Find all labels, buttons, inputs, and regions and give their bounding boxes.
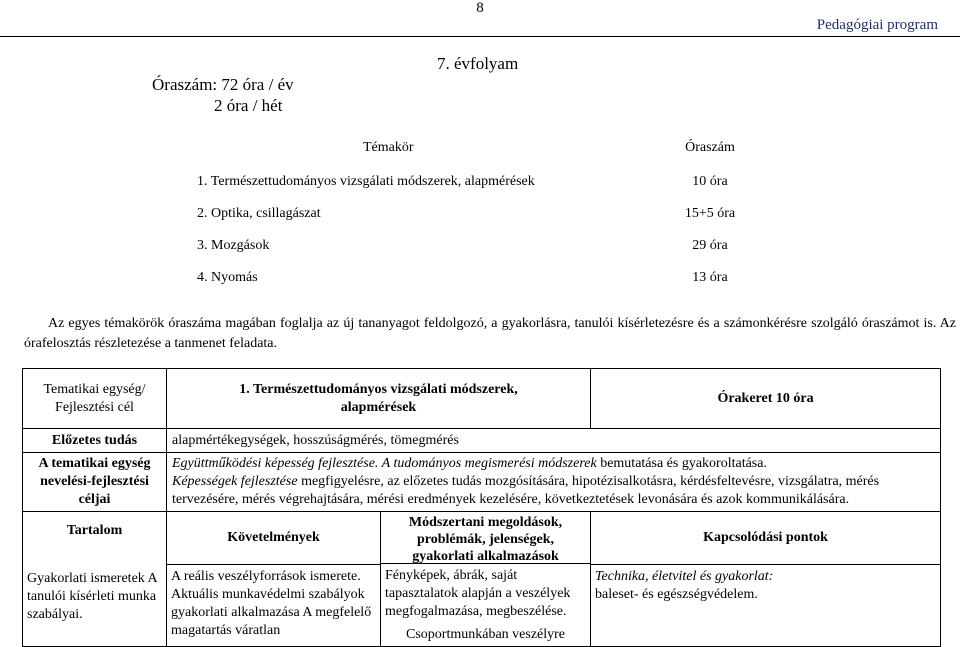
header-rule — [0, 36, 960, 37]
unit-table — [22, 368, 941, 647]
page-number: 8 — [476, 0, 484, 16]
topic-hours: 10 óra — [692, 174, 728, 189]
topic-name: 2. Optika, csillagászat — [197, 206, 321, 221]
links-italic: Technika, életvitel és gyakorlat: — [595, 569, 774, 584]
hours-column-header: Óraszám — [685, 140, 735, 155]
methods-header: Módszertani megoldások, problémák, jelenségek, gyakorlati alkalmazások — [381, 512, 590, 564]
methods-text2: Csoportmunkában veszélyre — [406, 627, 566, 642]
unit-title-line2: alapmérések — [340, 399, 417, 415]
goal1-italic: Együttműködési képesség fejlesztése. A tudományos megismerési módszerek — [172, 456, 597, 471]
goal2-rest: megfigyelésre, az előzetes tudás mozgósítására, hipotézisalkotásra, kérdésfeltevésre, vizsgálatra, mérés tervezésére, mérés végrehajtására, mérési eredmények kezelésére, következtetések levonására és azok kommunikálására. — [172, 474, 880, 507]
methods-cell — [381, 512, 591, 647]
prior-knowledge: alapmértékegységek, hosszúságmérés, tömegmérés — [167, 429, 941, 453]
links-rest: baleset- és egészségvédelem. — [595, 587, 758, 602]
topic-name: 1. Természettudományos vizsgálati módszerek, alapmérések — [197, 174, 535, 189]
methods-text1: Fényképek, ábrák, saját tapasztalatok alapján a veszélyek megfogalmazása, megbeszélése. — [385, 568, 571, 619]
goal1-rest: bemutatása és gyakoroltatása. — [596, 456, 767, 471]
hours-block — [152, 74, 294, 116]
requirements-text: A reális veszélyforrások ismerete. Aktuális munkavédelmi szabályok gyakorlati alkalmazása A megfelelő magatartás váratlan — [171, 569, 372, 638]
intro-paragraph: Az egyes témakörök óraszáma magában foglalja az új tananyagot feldolgozó, a gyakorlásra, tanulói kísérletezésre és a számonkérésre szolgáló óraszámot is. Az órafelosztás részletezése a tanmenet feladata. — [24, 316, 956, 351]
topic-hours: 13 óra — [692, 270, 728, 285]
unit-title — [167, 369, 591, 429]
links-cell — [591, 512, 941, 647]
goal2-italic: Képességek fejlesztése — [172, 474, 298, 489]
topic-column-header: Témakör — [363, 140, 414, 155]
topic-name: 4. Nyomás — [197, 270, 258, 285]
topic-name: 3. Mozgások — [197, 238, 270, 253]
hours-per-week: 2 óra / hét — [214, 96, 283, 115]
goals-label: A tematikai egység nevelési-fejlesztési céljai — [23, 453, 167, 512]
frame-hours: Órakeret 10 óra — [591, 369, 941, 429]
content-text: Gyakorlati ismeretek A tanulói kísérleti munka szabályai. — [27, 571, 157, 622]
goals — [167, 453, 941, 512]
grade-title: 7. évfolyam — [437, 54, 519, 73]
topic-hours: 29 óra — [692, 238, 728, 253]
unit-label: Tematikai egység/ Fejlesztési cél — [23, 369, 167, 429]
prior-knowledge-label: Előzetes tudás — [23, 429, 167, 453]
topic-hours: 15+5 óra — [684, 206, 736, 221]
requirements-cell — [167, 512, 381, 647]
links-header: Kapcsolódási pontok — [591, 512, 940, 565]
unit-title-line1: 1. Természettudományos vizsgálati módszerek, — [239, 381, 518, 397]
content-label: Tartalom — [66, 523, 123, 538]
content-cell — [23, 512, 167, 647]
requirements-header: Követelmények — [167, 512, 380, 565]
hours-per-year: Óraszám: 72 óra / év — [152, 75, 294, 94]
running-title: Pedagógiai program — [816, 17, 938, 33]
